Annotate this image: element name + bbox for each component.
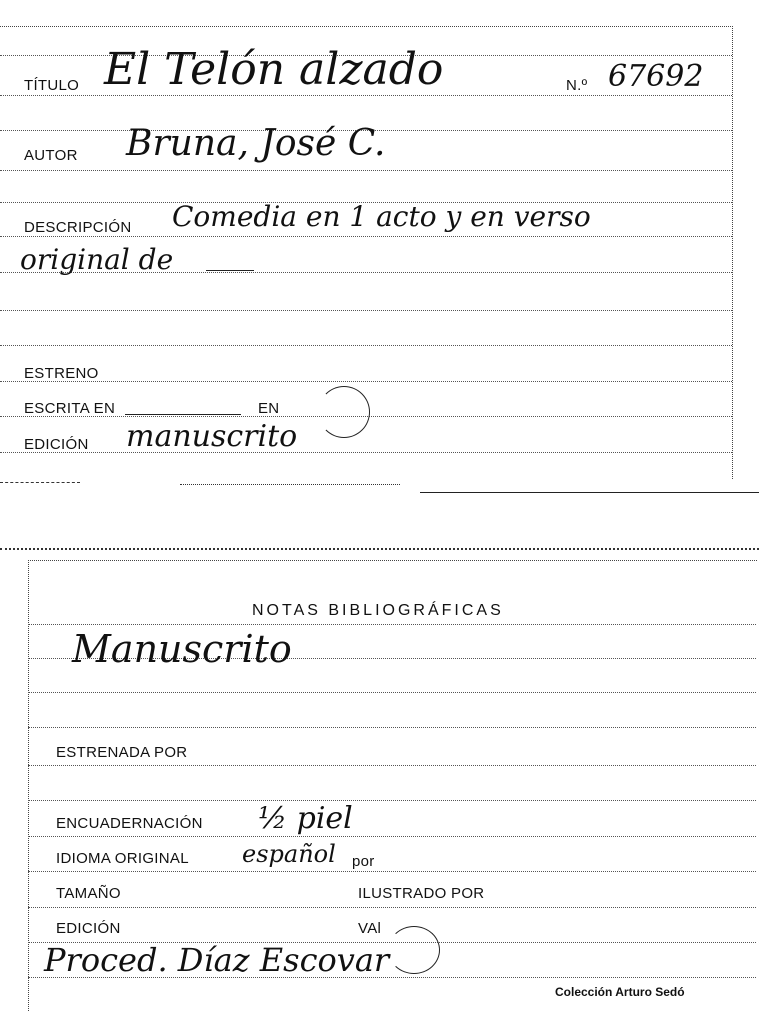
procedencia-value: Proced. Díaz Escovar (44, 941, 390, 979)
autor-value: Bruna, José C. (126, 123, 386, 164)
estreno-label: ESTRENO (24, 365, 99, 382)
notas-heading: NOTAS BIBLIOGRÁFICAS (252, 602, 504, 619)
escrita-en-label: ESCRITA EN (24, 400, 116, 417)
separator (0, 548, 759, 550)
titulo-value: El Telón alzado (104, 44, 444, 95)
idioma-value: español (242, 840, 336, 868)
en-label: EN (258, 400, 280, 417)
punch-hole (388, 926, 440, 974)
separator (420, 492, 759, 493)
collection-footer: Colección Arturo Sedó (555, 985, 685, 999)
rule (0, 381, 732, 382)
encuadernacion-label: ENCUADERNACIÓN (56, 815, 203, 832)
rule (0, 452, 732, 453)
escrita-en-line (125, 414, 241, 415)
rule (28, 800, 756, 801)
edicion-label-bottom: EDICIÓN (56, 920, 121, 937)
rule (28, 907, 756, 908)
edicion-value-top: manuscrito (126, 419, 298, 454)
idioma-label: IDIOMA ORIGINAL (56, 850, 189, 867)
separator (180, 484, 400, 485)
rule (0, 236, 732, 237)
rule (28, 871, 756, 872)
separator (0, 482, 80, 483)
val-label: VAl (358, 920, 382, 937)
edicion-label-top: EDICIÓN (24, 436, 89, 453)
rule (28, 624, 756, 625)
blank-underline (206, 270, 254, 271)
ilustrado-label: ILUSTRADO POR (358, 885, 485, 902)
numero-value: 67692 (608, 59, 704, 94)
rule (28, 727, 756, 728)
titulo-label: TÍTULO (24, 77, 80, 94)
autor-label: AUTOR (24, 147, 78, 164)
estrenada-por-label: ESTRENADA POR (56, 744, 188, 761)
descripcion-line2: original de (20, 243, 174, 276)
encuadernacion-value: ½ piel (258, 801, 353, 836)
por-label: por (352, 853, 375, 870)
rule (0, 170, 732, 171)
rule (0, 345, 732, 346)
rule (28, 765, 756, 766)
notas-value: Manuscrito (72, 627, 292, 671)
descripcion-label: DESCRIPCIÓN (24, 219, 132, 236)
tamano-label: TAMAÑO (56, 885, 121, 902)
rule (0, 95, 732, 96)
descripcion-line1: Comedia en 1 acto y en verso (172, 200, 591, 233)
numero-label: N.º (566, 77, 588, 94)
rule (28, 836, 756, 837)
rule (28, 692, 756, 693)
punch-hole (318, 386, 370, 438)
rule (0, 310, 732, 311)
